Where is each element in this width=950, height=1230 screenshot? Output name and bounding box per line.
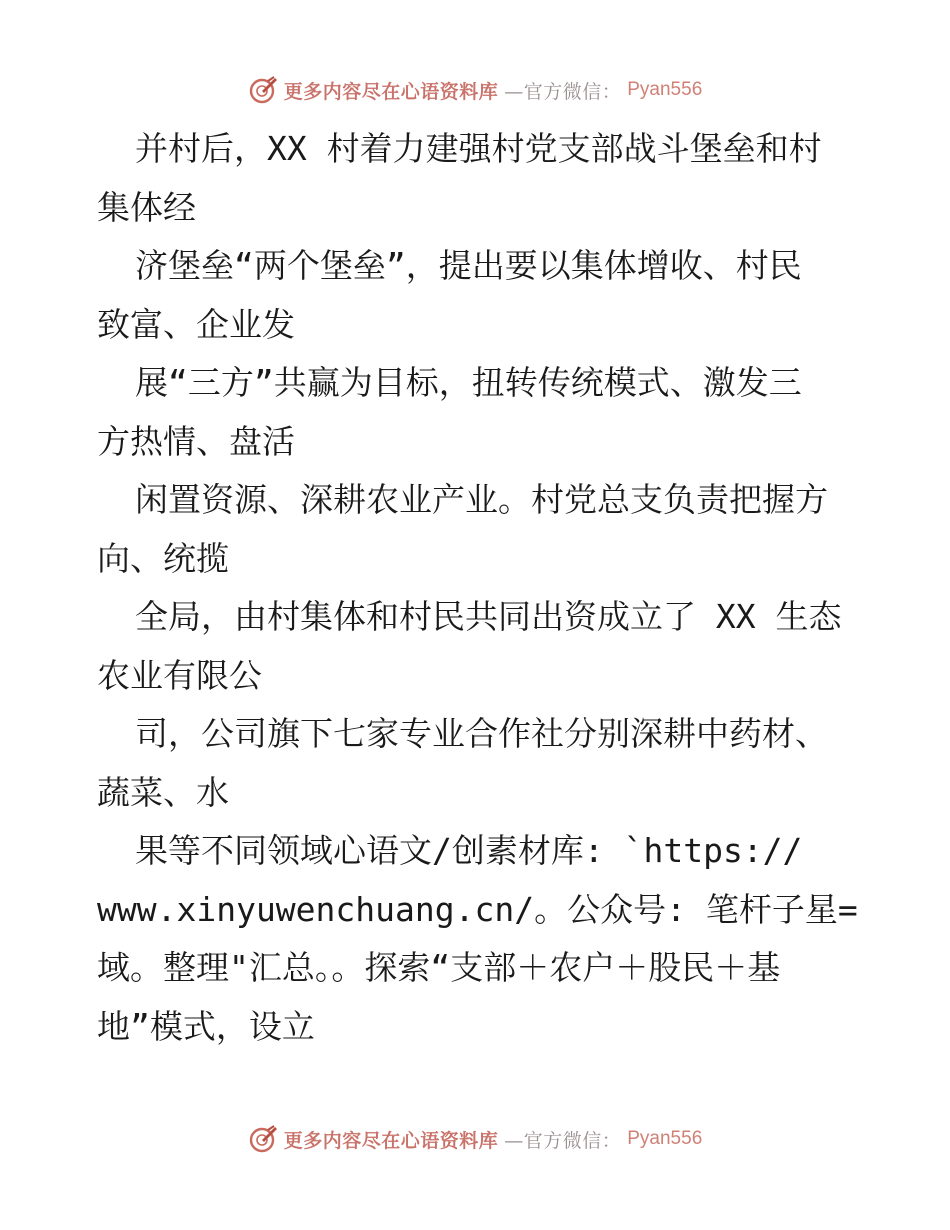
banner-main-text: 更多内容尽在心语资料库 <box>283 80 499 103</box>
banner-sub-text: —官方微信： <box>504 80 622 103</box>
text-line: 域。整理"汇总。。探索“支部＋农户＋股民＋基 <box>97 948 781 987</box>
pen-logo-icon <box>248 75 278 105</box>
text-line: 向、统揽 <box>97 538 229 578</box>
banner-wechat-id: Pyan556 <box>627 79 703 100</box>
body-text <box>97 120 867 1056</box>
footer-banner <box>0 1121 950 1157</box>
text-line: www.xinyuwenchuang.cn/。公众号: 笔杆子星= <box>97 889 858 929</box>
text-line: 果等不同领域心语文/创素材库: `https:// <box>135 831 803 870</box>
banner-main-text: 更多内容尽在心语资料库 <box>283 1129 499 1152</box>
text-line: 致富、企业发 <box>97 304 295 344</box>
text-line: 地”模式，设立 <box>97 1006 315 1046</box>
text-line: 司，公司旗下七家专业合作社分别深耕中药材、 <box>135 714 828 753</box>
banner-wechat-id: Pyan556 <box>627 1128 703 1149</box>
text-line: 方热情、盘活 <box>97 421 295 461</box>
text-line: 济堡垒“两个堡垒”，提出要以集体增收、村民 <box>135 246 802 285</box>
pen-logo-icon <box>248 1124 278 1154</box>
text-line: 全局，由村集体和村民共同出资成立了 XX 生态 <box>135 597 842 636</box>
text-line: 并村后，XX 村着力建强村党支部战斗堡垒和村 <box>135 129 822 168</box>
banner-sub-text: —官方微信： <box>504 1129 622 1152</box>
text-line: 闲置资源、深耕农业产业。村党总支负责把握方 <box>135 480 828 519</box>
header-banner <box>0 72 950 108</box>
text-line: 展“三方”共赢为目标，扭转传统模式、激发三 <box>135 363 802 402</box>
text-line: 蔬菜、水 <box>97 772 229 812</box>
text-line: 农业有限公 <box>97 655 262 695</box>
text-line: 集体经 <box>97 187 196 227</box>
